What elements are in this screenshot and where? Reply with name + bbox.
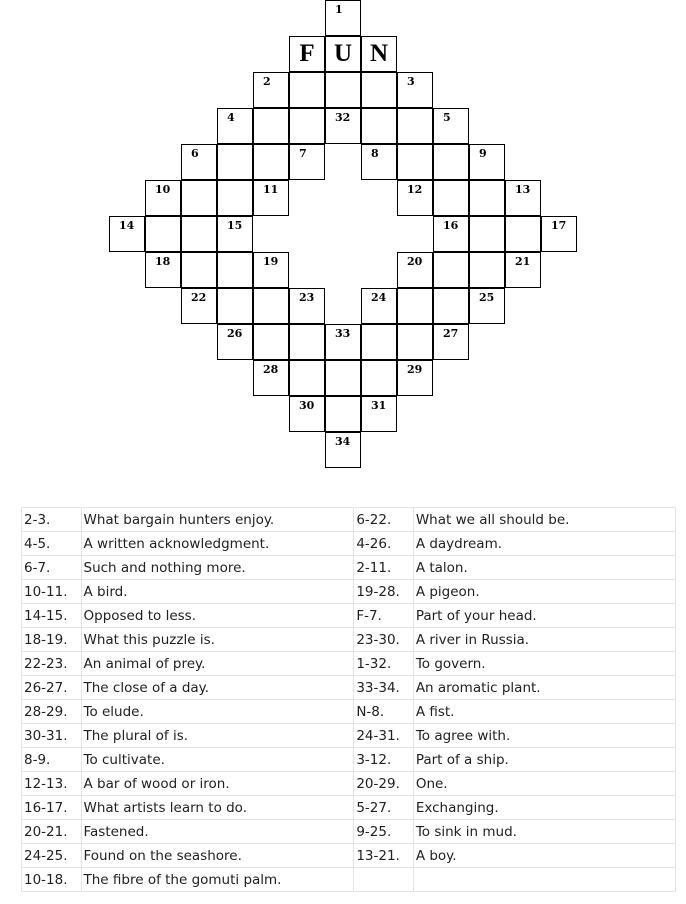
- grid-cell[interactable]: [397, 72, 433, 108]
- clue-key-right: F-7.: [354, 604, 414, 628]
- grid-cell[interactable]: [253, 108, 289, 144]
- clue-key-right: 23-30.: [354, 628, 414, 652]
- grid-cell[interactable]: [397, 252, 433, 288]
- clue-number: 17: [551, 219, 567, 232]
- clue-text-right: An aromatic plant.: [413, 676, 675, 700]
- clue-text-left: To elude.: [81, 700, 354, 724]
- grid-cell[interactable]: [433, 288, 469, 324]
- grid-cell[interactable]: [217, 144, 253, 180]
- grid-cell[interactable]: [253, 288, 289, 324]
- clue-number: 32: [335, 111, 351, 124]
- clue-key-left: 26-27.: [22, 676, 82, 700]
- grid-cell[interactable]: [217, 288, 253, 324]
- clue-text-left: The plural of is.: [81, 724, 354, 748]
- grid-cell[interactable]: [181, 216, 217, 252]
- clue-text-left: What artists learn to do.: [81, 796, 354, 820]
- clue-text-left: A bar of wood or iron.: [81, 772, 354, 796]
- clue-number: 16: [443, 219, 459, 232]
- clue-number: 12: [407, 183, 423, 196]
- clue-key-left: 4-5.: [22, 532, 82, 556]
- grid-cell[interactable]: [253, 72, 289, 108]
- grid-cell[interactable]: [325, 36, 361, 72]
- clue-text-right: A talon.: [413, 556, 675, 580]
- clue-number: 22: [191, 291, 207, 304]
- clue-number: 13: [515, 183, 531, 196]
- grid-cell[interactable]: [505, 216, 541, 252]
- grid-cell[interactable]: [361, 36, 397, 72]
- grid-cell[interactable]: [253, 180, 289, 216]
- grid-cell[interactable]: [289, 144, 325, 180]
- clue-row: [22, 508, 676, 532]
- clue-text-left: To cultivate.: [81, 748, 354, 772]
- given-letter: U: [333, 40, 353, 67]
- grid-cell[interactable]: [217, 108, 253, 144]
- clue-key-left: 24-25.: [22, 844, 82, 868]
- clue-number: 2: [263, 75, 271, 88]
- clue-text-right: To agree with.: [413, 724, 675, 748]
- grid-cell[interactable]: [361, 360, 397, 396]
- grid-cell[interactable]: [397, 288, 433, 324]
- clue-key-right: 9-25.: [354, 820, 414, 844]
- grid-cell[interactable]: [217, 324, 253, 360]
- clue-text-right: One.: [413, 772, 675, 796]
- grid-cell[interactable]: [469, 288, 505, 324]
- grid-cell[interactable]: [181, 180, 217, 216]
- clue-text-left: An animal of prey.: [81, 652, 354, 676]
- clue-key-right: 1-32.: [354, 652, 414, 676]
- clue-text-left: Found on the seashore.: [81, 844, 354, 868]
- clue-text-left: A written acknowledgment.: [81, 532, 354, 556]
- clue-number: 31: [371, 399, 387, 412]
- grid-cell[interactable]: [253, 252, 289, 288]
- clue-text-right: [413, 868, 675, 892]
- grid-cell[interactable]: [433, 252, 469, 288]
- given-letter: F: [299, 40, 315, 67]
- clue-text-right: To sink in mud.: [413, 820, 675, 844]
- clue-number: 30: [299, 399, 315, 412]
- clue-key-left: 14-15.: [22, 604, 82, 628]
- grid-cell[interactable]: [181, 252, 217, 288]
- clue-number: 20: [407, 255, 423, 268]
- clue-key-left: 30-31.: [22, 724, 82, 748]
- grid-cell[interactable]: [253, 144, 289, 180]
- clue-key-right: 19-28.: [354, 580, 414, 604]
- grid-cell[interactable]: [289, 324, 325, 360]
- clue-text-right: Exchanging.: [413, 796, 675, 820]
- clue-key-left: 10-18.: [22, 868, 82, 892]
- clue-text-left: Fastened.: [81, 820, 354, 844]
- clue-row: [22, 796, 676, 820]
- clue-text-right: A pigeon.: [413, 580, 675, 604]
- clue-text-left: What bargain hunters enjoy.: [81, 508, 354, 532]
- clue-row: [22, 652, 676, 676]
- clue-number: 18: [155, 255, 171, 268]
- clue-row: [22, 844, 676, 868]
- clue-number: 33: [335, 327, 351, 340]
- grid-cell[interactable]: [469, 216, 505, 252]
- grid-cell[interactable]: [289, 108, 325, 144]
- clue-text-right: A daydream.: [413, 532, 675, 556]
- clue-text-left: The fibre of the gomuti palm.: [81, 868, 354, 892]
- clue-number: 19: [263, 255, 279, 268]
- grid-cell[interactable]: [361, 72, 397, 108]
- clue-key-left: 20-21.: [22, 820, 82, 844]
- clue-text-left: A bird.: [81, 580, 354, 604]
- clue-number: 27: [443, 327, 459, 340]
- grid-cell[interactable]: [289, 360, 325, 396]
- clue-key-left: 16-17.: [22, 796, 82, 820]
- clue-text-left: Opposed to less.: [81, 604, 354, 628]
- grid-cell[interactable]: [433, 144, 469, 180]
- grid-cell[interactable]: [145, 216, 181, 252]
- grid-cell[interactable]: [397, 144, 433, 180]
- clue-text-right: Part of your head.: [413, 604, 675, 628]
- clue-text-left: The close of a day.: [81, 676, 354, 700]
- grid-cell[interactable]: [433, 324, 469, 360]
- clue-key-left: 8-9.: [22, 748, 82, 772]
- clue-text-right: What we all should be.: [413, 508, 675, 532]
- grid-cell[interactable]: [325, 396, 361, 432]
- clue-key-left: 22-23.: [22, 652, 82, 676]
- clue-key-left: 12-13.: [22, 772, 82, 796]
- clue-row: [22, 820, 676, 844]
- grid-cell[interactable]: [397, 360, 433, 396]
- clue-row: [22, 676, 676, 700]
- clue-row: [22, 604, 676, 628]
- grid-cell[interactable]: [325, 108, 361, 144]
- grid-cell[interactable]: [505, 252, 541, 288]
- clue-key-left: 10-11.: [22, 580, 82, 604]
- clue-row: [22, 700, 676, 724]
- grid-cell[interactable]: [469, 144, 505, 180]
- clue-number: 10: [155, 183, 171, 196]
- clue-key-right: [354, 868, 414, 892]
- clue-number: 29: [407, 363, 423, 376]
- clue-number: 7: [299, 147, 307, 160]
- grid-cell[interactable]: [109, 216, 145, 252]
- grid-cell[interactable]: [325, 72, 361, 108]
- grid-cell[interactable]: [181, 144, 217, 180]
- clue-number: 6: [191, 147, 199, 160]
- given-letter: N: [369, 40, 389, 67]
- clue-row: [22, 580, 676, 604]
- clue-number: 3: [407, 75, 415, 88]
- grid-cell[interactable]: [361, 396, 397, 432]
- grid-cell[interactable]: [145, 180, 181, 216]
- grid-cell[interactable]: [433, 180, 469, 216]
- clue-number: 15: [227, 219, 243, 232]
- grid-cell[interactable]: [505, 180, 541, 216]
- clue-text-right: Part of a ship.: [413, 748, 675, 772]
- clue-key-left: 28-29.: [22, 700, 82, 724]
- clue-number: 21: [515, 255, 531, 268]
- clue-key-left: 6-7.: [22, 556, 82, 580]
- grid-cell[interactable]: [181, 288, 217, 324]
- clue-key-right: 3-12.: [354, 748, 414, 772]
- clue-number: 34: [335, 435, 351, 448]
- grid-cell[interactable]: [433, 108, 469, 144]
- clue-key-right: 33-34.: [354, 676, 414, 700]
- grid-cell[interactable]: [541, 216, 577, 252]
- clue-key-left: 2-3.: [22, 508, 82, 532]
- clue-number: 8: [371, 147, 379, 160]
- clue-row: [22, 868, 676, 892]
- grid-cell[interactable]: [145, 252, 181, 288]
- clue-row: [22, 556, 676, 580]
- clue-number: 5: [443, 111, 451, 124]
- clue-key-right: 6-22.: [354, 508, 414, 532]
- grid-cell[interactable]: [325, 0, 361, 36]
- grid-cell[interactable]: [361, 324, 397, 360]
- clue-number: 25: [479, 291, 495, 304]
- clue-key-right: N-8.: [354, 700, 414, 724]
- grid-cell[interactable]: [289, 36, 325, 72]
- grid-cell[interactable]: [361, 144, 397, 180]
- clue-key-right: 2-11.: [354, 556, 414, 580]
- clue-number: 26: [227, 327, 243, 340]
- clue-number: 9: [479, 147, 487, 160]
- clue-number: 1: [335, 3, 343, 16]
- grid-cell[interactable]: [433, 216, 469, 252]
- grid-cell[interactable]: [325, 324, 361, 360]
- grid-cell[interactable]: [361, 288, 397, 324]
- clue-row: [22, 532, 676, 556]
- grid-cell[interactable]: [289, 396, 325, 432]
- grid-cell[interactable]: [217, 252, 253, 288]
- clue-text-left: What this puzzle is.: [81, 628, 354, 652]
- clue-text-left: Such and nothing more.: [81, 556, 354, 580]
- grid-cell[interactable]: [289, 72, 325, 108]
- grid-cell[interactable]: [469, 252, 505, 288]
- clue-key-right: 20-29.: [354, 772, 414, 796]
- clue-number: 11: [263, 183, 279, 196]
- grid-cell[interactable]: [361, 108, 397, 144]
- grid-cell[interactable]: [217, 216, 253, 252]
- grid-cell[interactable]: [253, 324, 289, 360]
- grid-cell[interactable]: [289, 288, 325, 324]
- clue-key-right: 4-26.: [354, 532, 414, 556]
- clue-row: [22, 628, 676, 652]
- clue-row: [22, 724, 676, 748]
- clue-number: 28: [263, 363, 279, 376]
- grid-cell[interactable]: [397, 180, 433, 216]
- clue-number: 4: [227, 111, 235, 124]
- clue-text-right: A river in Russia.: [413, 628, 675, 652]
- grid-cell[interactable]: [469, 180, 505, 216]
- grid-cell[interactable]: [253, 360, 289, 396]
- clue-table: [21, 507, 676, 892]
- clue-key-right: 13-21.: [354, 844, 414, 868]
- clue-number: 24: [371, 291, 387, 304]
- clue-key-right: 5-27.: [354, 796, 414, 820]
- grid-cell[interactable]: [325, 360, 361, 396]
- clue-number: 14: [119, 219, 135, 232]
- grid-cell[interactable]: [397, 108, 433, 144]
- clue-key-left: 18-19.: [22, 628, 82, 652]
- grid-cell[interactable]: [397, 324, 433, 360]
- grid-cell[interactable]: [325, 432, 361, 468]
- clue-text-right: A fist.: [413, 700, 675, 724]
- clue-key-right: 24-31.: [354, 724, 414, 748]
- clue-number: 23: [299, 291, 315, 304]
- clue-row: [22, 772, 676, 796]
- grid-cell[interactable]: [217, 180, 253, 216]
- clue-text-right: A boy.: [413, 844, 675, 868]
- clue-row: [22, 748, 676, 772]
- clue-text-right: To govern.: [413, 652, 675, 676]
